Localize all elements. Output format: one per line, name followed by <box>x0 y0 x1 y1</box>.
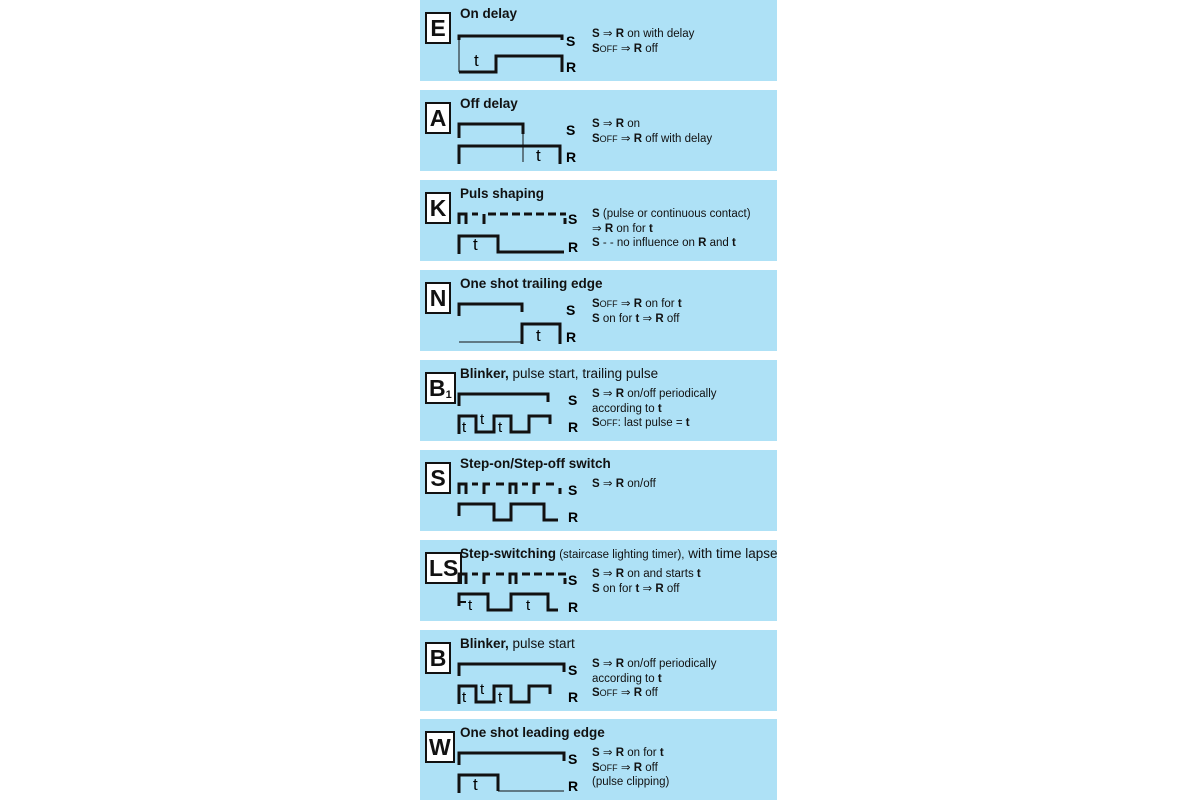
function-title: Blinker, pulse start <box>460 636 575 651</box>
description-line: S ⇒ R on/off periodically <box>592 388 717 400</box>
function-title: Off delay <box>460 96 518 111</box>
description-line: S - - no influence on R and t <box>592 237 736 249</box>
function-code: $B_1$ <box>425 372 456 404</box>
delay-t-label: t <box>498 419 503 436</box>
description-line: S (pulse or continuous contact) <box>592 208 751 220</box>
signal-r-label: R <box>568 239 579 255</box>
function-code: A <box>425 102 451 134</box>
description-line: S ⇒ R on/off periodically <box>592 658 717 670</box>
signal-r-label: R <box>568 599 579 615</box>
description-line: S ⇒ R on <box>592 118 641 130</box>
function-code: S <box>425 462 451 494</box>
function-title: Step-on/Step-off switch <box>460 456 611 471</box>
description-line: S on for t ⇒ R off <box>592 582 680 595</box>
description-line: S ⇒ R on with delay <box>592 28 695 40</box>
description-line: (pulse clipping) <box>592 776 670 788</box>
delay-t-label: t <box>474 51 479 70</box>
signal-s-label: S <box>568 211 578 227</box>
signal-s-label: S <box>568 392 578 408</box>
function-description <box>592 117 712 146</box>
function-description <box>592 297 682 326</box>
description-line: S ⇒ R on for t <box>592 747 664 759</box>
description-line: S on for t ⇒ R off <box>592 312 680 325</box>
timing-waveform <box>456 206 596 258</box>
delay-t-label: t <box>462 419 467 436</box>
timing-waveform <box>456 386 596 438</box>
function-description <box>592 477 656 492</box>
description-line: SOFF ⇒ R off <box>592 42 658 55</box>
panel-one-shot-trailing-edge <box>420 270 777 351</box>
description-line: SOFF ⇒ R off <box>592 687 658 699</box>
panel-blinker-trailing-pulse <box>420 360 777 441</box>
signal-s-label: S <box>568 482 578 498</box>
function-code: E <box>425 12 451 44</box>
panel-puls-shaping <box>420 180 777 261</box>
panel-off-delay <box>420 90 777 171</box>
function-title: One shot trailing edge <box>460 276 603 291</box>
function-description <box>592 567 701 596</box>
function-code: LS <box>425 552 462 584</box>
timing-function-chart <box>420 0 778 800</box>
function-title: Blinker, pulse start, trailing pulse <box>460 366 659 381</box>
panel-step-switch <box>420 450 777 531</box>
signal-s-label: S <box>568 662 578 678</box>
delay-t-label: t <box>480 681 485 698</box>
function-code: N <box>425 282 451 314</box>
delay-t-label: t <box>536 326 541 345</box>
delay-t-label: t <box>473 235 478 254</box>
function-title: Puls shaping <box>460 186 545 201</box>
panel-one-shot-leading-edge <box>420 719 777 800</box>
signal-s-label: S <box>568 572 578 588</box>
function-title: On delay <box>460 6 518 21</box>
description-line: SOFF ⇒ R on for t <box>592 298 682 310</box>
signal-s-label: S <box>566 122 576 138</box>
function-title: One shot leading edge <box>460 725 605 740</box>
description-line: SOFF: last pulse = t <box>592 417 690 429</box>
function-code: W <box>425 731 455 763</box>
timing-waveform <box>456 745 596 797</box>
signal-s-label: S <box>566 33 576 49</box>
delay-t-label: t <box>498 689 503 706</box>
signal-r-label: R <box>568 778 579 794</box>
signal-r-label: R <box>568 419 579 435</box>
function-description <box>592 27 694 56</box>
delay-t-label: t <box>480 411 485 428</box>
signal-r-label: R <box>566 149 577 165</box>
signal-r-label: R <box>568 509 579 525</box>
description-line: according to t <box>592 402 662 415</box>
signal-s-label: S <box>568 751 578 767</box>
function-description <box>592 387 717 431</box>
timing-waveform <box>456 116 596 168</box>
signal-r-label: R <box>566 329 577 345</box>
function-code: K <box>425 192 451 224</box>
timing-waveform <box>456 26 596 78</box>
timing-waveform <box>456 566 596 618</box>
description-line: SOFF ⇒ R off <box>592 761 658 774</box>
description-line: ⇒ R on for t <box>592 222 653 235</box>
signal-s-label: S <box>566 302 576 318</box>
description-line: according to t <box>592 672 662 685</box>
delay-t-label: t <box>536 146 541 165</box>
delay-t-label: t <box>473 775 478 794</box>
timing-waveform <box>456 656 596 708</box>
signal-r-label: R <box>568 689 579 705</box>
delay-t-label: t <box>468 597 473 614</box>
panel-blinker-pulse-start <box>420 630 777 711</box>
panel-on-delay <box>420 0 777 81</box>
delay-t-label: t <box>526 597 531 614</box>
function-title: Step-switching (staircase lighting timer), with time lapse <box>460 546 778 561</box>
panel-step-switching-staircase <box>420 540 777 621</box>
timing-waveform <box>456 296 596 348</box>
description-line: S ⇒ R on/off <box>592 478 656 490</box>
function-description <box>592 746 669 790</box>
function-code: B <box>425 642 451 674</box>
function-description <box>592 657 717 701</box>
signal-r-label: R <box>566 59 577 75</box>
delay-t-label: t <box>462 689 467 706</box>
function-description <box>592 207 751 251</box>
timing-waveform <box>456 476 596 528</box>
description-line: SOFF ⇒ R off with delay <box>592 132 713 145</box>
description-line: S ⇒ R on and starts t <box>592 568 701 580</box>
